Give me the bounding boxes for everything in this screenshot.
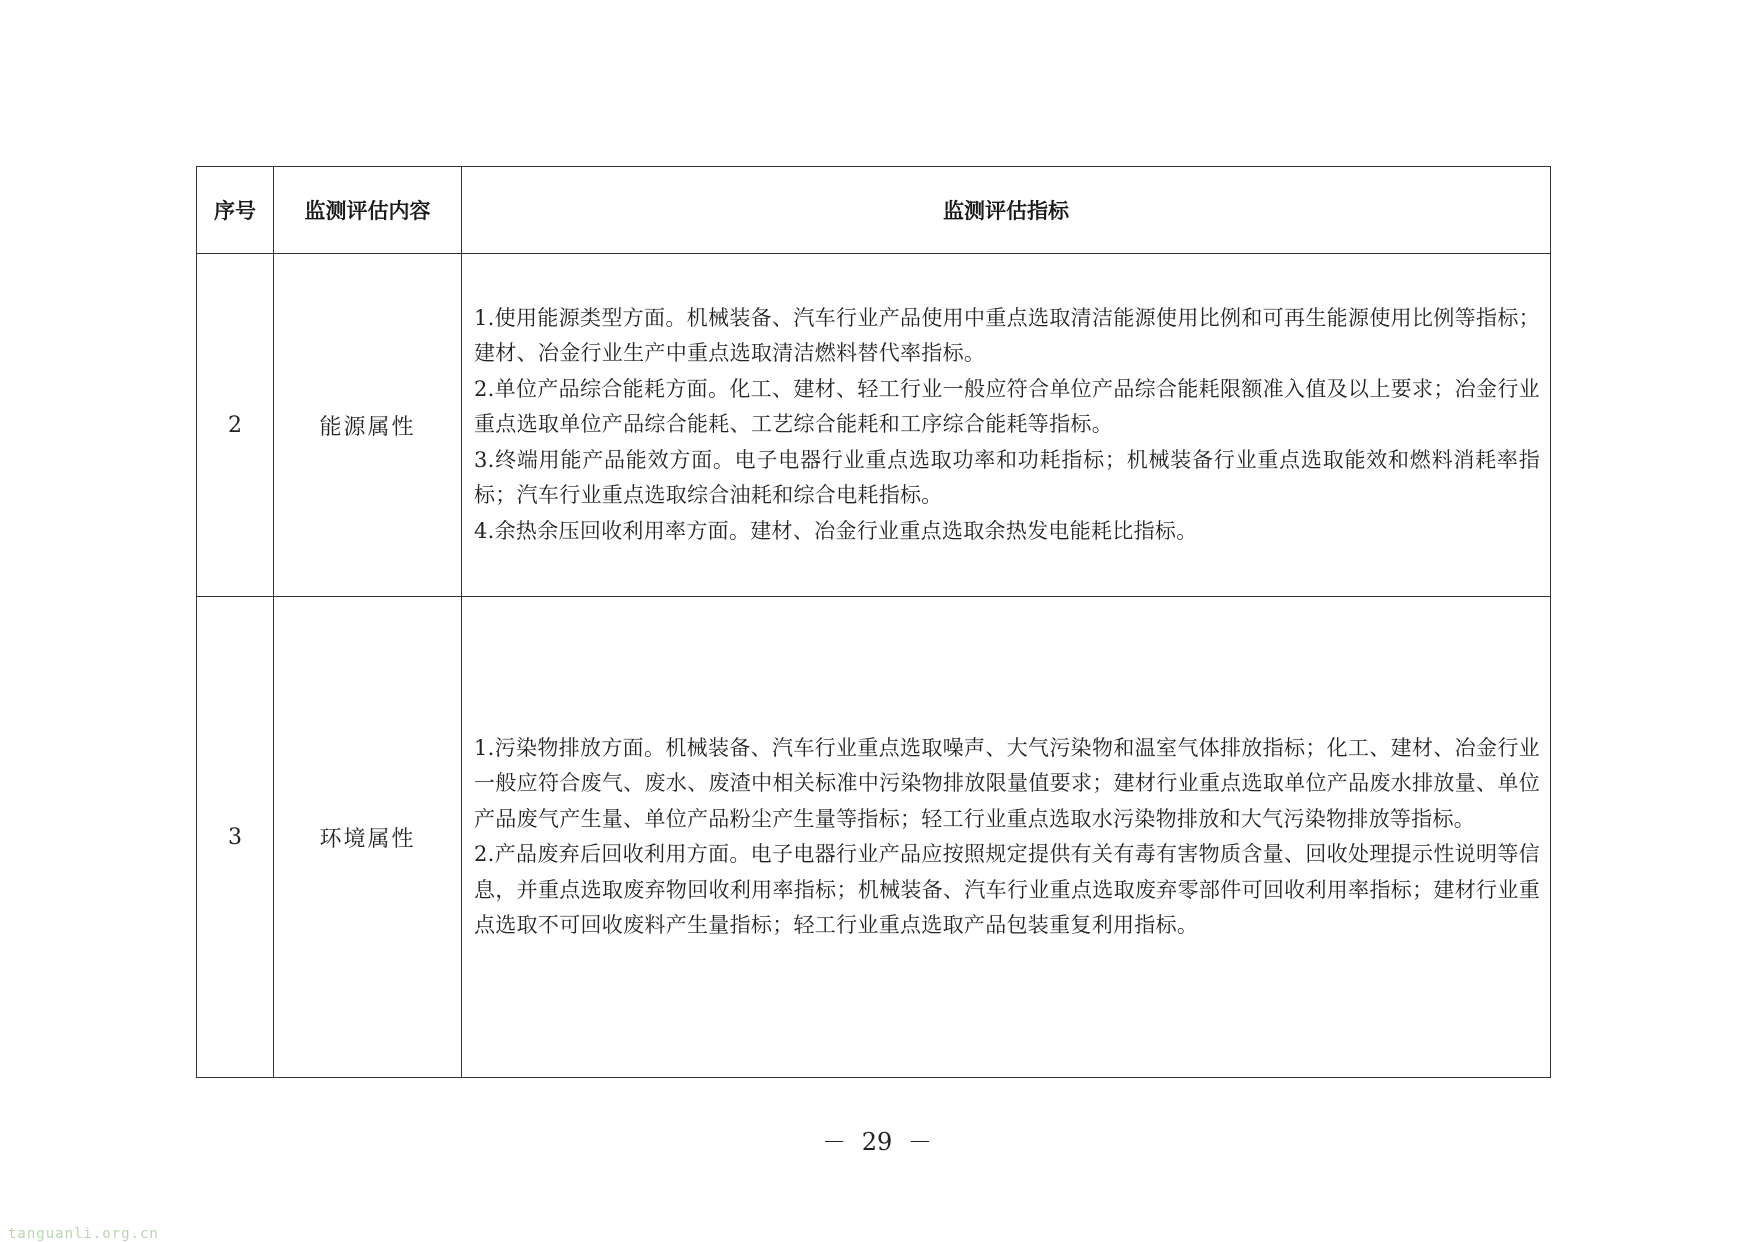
table-header-row: [197, 167, 1551, 254]
indicator-paragraph: 2.单位产品综合能耗方面。化工、建材、轻工行业一般应符合单位产品综合能耗限额准入值及以上要求；冶金行业重点选取单位产品综合能耗、工艺综合能耗和工序综合能耗等指标。: [474, 376, 1540, 437]
table-row: [197, 597, 1551, 1078]
page-number: － 29 －: [822, 1128, 932, 1156]
header-content: 监测评估内容: [274, 167, 462, 254]
header-indicators: 监测评估指标: [462, 167, 1551, 254]
indicator-paragraph: 2.产品废弃后回收利用方面。电子电器行业产品应按照规定提供有关有毒有害物质含量、回收处理提示性说明等信息，并重点选取废弃物回收利用率指标；机械装备、汽车行业重点选取废弃零部件可回收利用率指标；建材行业重点选取不可回收废料产生量指标；轻工行业重点选取产品包装重复利用指标。: [474, 842, 1540, 937]
row-seq: 3: [197, 597, 274, 1078]
indicator-paragraph: 1.使用能源类型方面。机械装备、汽车行业产品使用中重点选取清洁能源使用比例和可再生能源使用比例等指标；建材、冶金行业生产中重点选取清洁燃料替代率指标。: [474, 305, 1540, 366]
watermark-text: tanguanli.org.cn: [8, 1226, 159, 1242]
indicator-paragraph: 1.污染物排放方面。机械装备、汽车行业重点选取噪声、大气污染物和温室气体排放指标；化工、建材、冶金行业一般应符合废气、废水、废渣中相关标准中污染物排放限量值要求；建材行业重点选取单位产品废水排放量、单位产品废气产生量、单位产品粉尘产生量等指标；轻工行业重点选取水污染物排放和大气污染物排放等指标。: [474, 735, 1540, 831]
indicator-paragraph: 4.余热余压回收利用率方面。建材、冶金行业重点选取余热发电能耗比指标。: [474, 518, 1198, 543]
row-content: 能源属性: [274, 254, 462, 597]
table-row: [197, 254, 1551, 597]
row-indicators: [462, 254, 1551, 597]
indicator-paragraph: 3.终端用能产品能效方面。电子电器行业重点选取功率和功耗指标；机械装备行业重点选取能效和燃料消耗率指标；汽车行业重点选取综合油耗和综合电耗指标。: [474, 447, 1540, 508]
row-content: 环境属性: [274, 597, 462, 1078]
header-seq: 序号: [197, 167, 274, 254]
row-indicators: [462, 597, 1551, 1078]
indicator-table: [196, 166, 1551, 1078]
row-seq: 2: [197, 254, 274, 597]
